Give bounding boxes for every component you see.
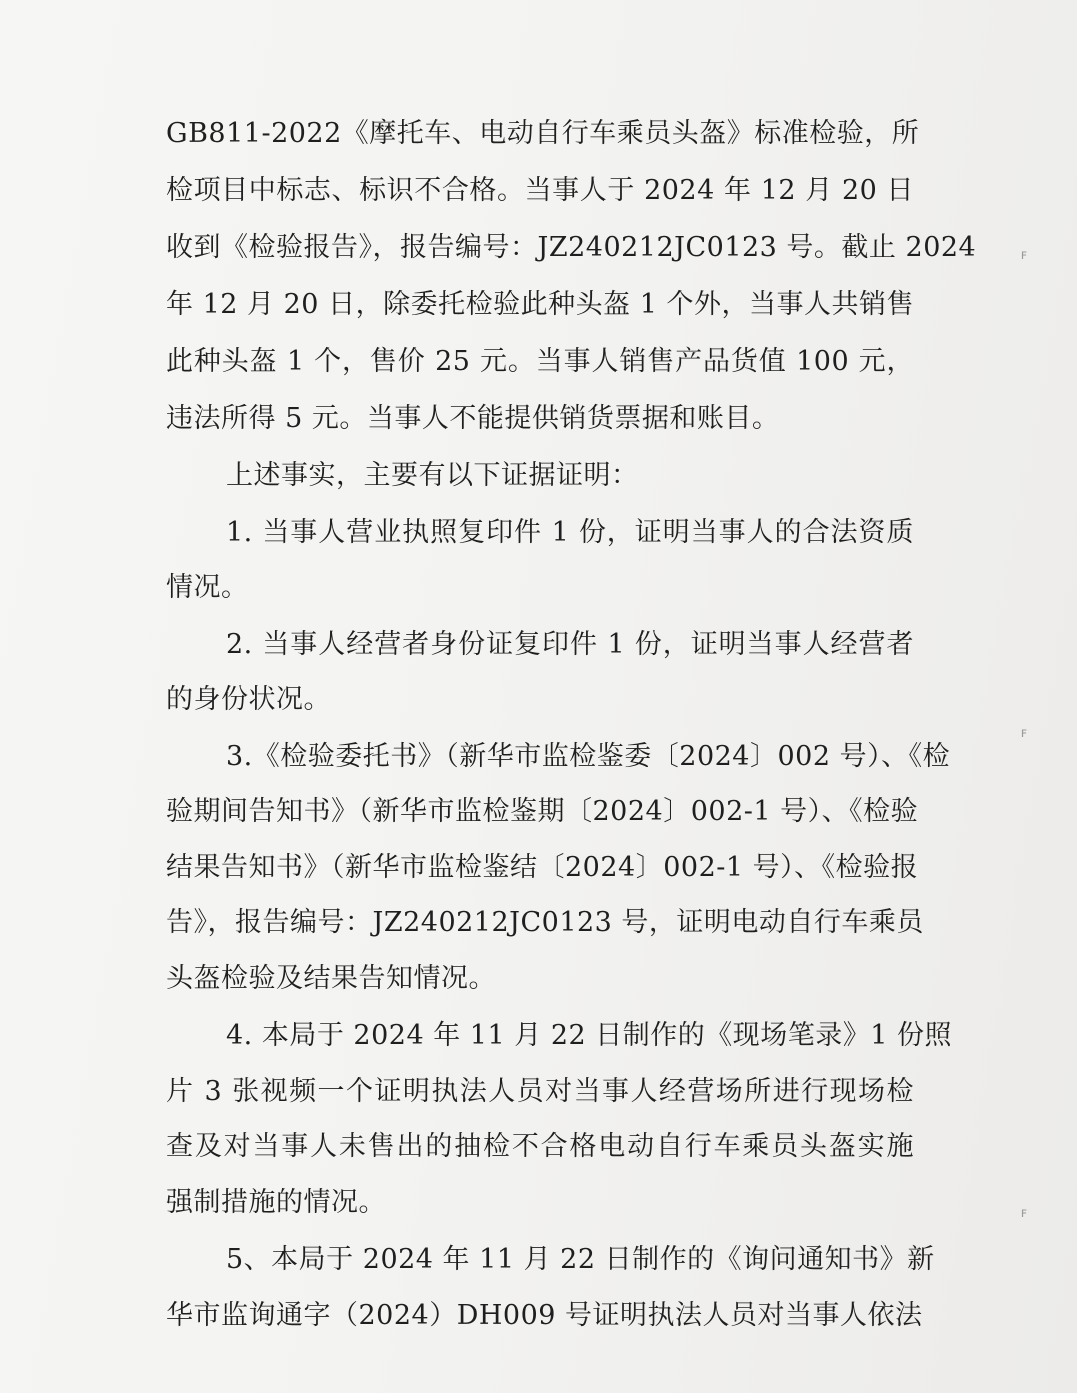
text-line: 收到《检验报告》，报告编号：JZ240212JC0123 号。截止 2024 [166, 232, 977, 263]
text-line: 头盔检验及结果告知情况。 [166, 963, 496, 994]
text-line: 验期间告知书》（新华市监检鉴期〔2024〕002-1 号）、《检验 [166, 796, 919, 827]
text-line: 违法所得 5 元。当事人不能提供销货票据和账目。 [166, 403, 780, 434]
margin-mark: ꜰ [1020, 726, 1028, 741]
text-line: 华市监询通字（2024）DH009 号证明执法人员对当事人依法 [166, 1300, 923, 1331]
text-line: 告》，报告编号：JZ240212JC0123 号，证明电动自行车乘员 [166, 907, 924, 938]
text-line: 3.《检验委托书》（新华市监检鉴委〔2024〕002 号）、《检 [226, 741, 951, 772]
text-line: 年 12 月 20 日，除委托检验此种头盔 1 个外，当事人共销售 [166, 289, 914, 320]
text-line: 5、本局于 2024 年 11 月 22 日制作的《询问通知书》新 [226, 1244, 935, 1275]
text-line: GB811-2022《摩托车、电动自行车乘员头盔》标准检验，所 [166, 118, 920, 149]
text-line: 结果告知书》（新华市监检鉴结〔2024〕002-1 号）、《检验报 [166, 852, 919, 883]
text-line: 4. 本局于 2024 年 11 月 22 日制作的《现场笔录》1 份照 [226, 1020, 953, 1051]
margin-mark: ꜰ [1020, 1206, 1028, 1221]
text-line: 此种头盔 1 个，售价 25 元。当事人销售产品货值 100 元， [166, 346, 914, 377]
text-line: 查及对当事人未售出的抽检不合格电动自行车乘员头盔实施 [166, 1131, 914, 1162]
text-line: 上述事实，主要有以下证据证明： [226, 460, 639, 491]
text-line: 检项目中标志、标识不合格。当事人于 2024 年 12 月 20 日 [166, 175, 914, 206]
text-line: 强制措施的情况。 [166, 1187, 386, 1218]
text-line: 情况。 [166, 572, 249, 603]
text-line: 2. 当事人经营者身份证复印件 1 份，证明当事人经营者 [226, 629, 914, 660]
text-line: 的身份状况。 [166, 684, 331, 715]
text-line: 片 3 张视频一个证明执法人员对当事人经营场所进行现场检 [166, 1076, 914, 1107]
text-line: 1. 当事人营业执照复印件 1 份，证明当事人的合法资质 [226, 517, 914, 548]
margin-mark: ꜰ [1020, 248, 1028, 263]
